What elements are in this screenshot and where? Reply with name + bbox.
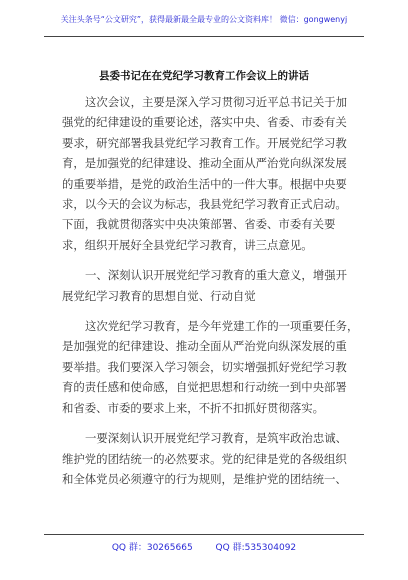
header-promo-text: 关注头条号“公文研究”，获得最新最全最专业的公文资料库！ 微信：gongwenyj	[60, 15, 348, 24]
text-line: 要求，研究部署我县党纪学习教育工作。开展党纪学习教	[62, 135, 347, 150]
text-line: 求，以今天的会议为标志，我县党纪学习教育正式启动。	[62, 197, 347, 212]
document-body	[62, 92, 359, 489]
text-line: 的重要举措，是党的政治生活中的一件大事。根据中央要	[62, 176, 347, 191]
text-line: 一要深刻认识开展党纪学习教育，是筑牢政治忠诚、	[85, 431, 347, 446]
text-line: 育的责任感和使命感，自觉把思想和行动统一到中央部署	[62, 380, 347, 395]
text-line: 这次党纪学习教育，是今年党建工作的一项重要任务，	[85, 319, 359, 334]
text-line: 和全体党员必须遵守的行为规则，是维护党的团结统一、	[62, 471, 347, 486]
text-line: 下面，我就贯彻落实中央决策部署、省委、市委有关要	[62, 217, 336, 232]
footer-qq-group-1: QQ 群：30265665	[111, 543, 193, 553]
footer-contacts	[0, 540, 408, 553]
text-line: 育，是加强党的纪律建设、推动全面从严治党向纵深发展	[62, 156, 347, 171]
paragraph-point-1	[62, 428, 354, 489]
text-line: 一、深刻认识开展党纪学习教育的重大意义，增强开	[85, 268, 347, 283]
text-line: 是加强党的纪律建设、推动全面从严治党向纵深发展的重	[62, 339, 347, 354]
text-line: 维护党的团结统一的必然要求。党的纪律是党的各级组织	[62, 451, 347, 466]
header-divider	[44, 36, 364, 37]
footer-divider	[44, 534, 364, 535]
document-title: 县委书记在在党纪学习教育工作会议上的讲话	[99, 70, 309, 82]
text-line: 求，组织开展好全县党纪学习教育，讲三点意见。	[62, 237, 313, 252]
text-line: 和省委、市委的要求上来，不折不扣抓好贯彻落实。	[62, 400, 324, 415]
text-line: 展党纪学习教育的思想自觉、行动自觉	[62, 288, 256, 303]
text-line: 这次会议，主要是深入学习贯彻习近平总书记关于加	[85, 95, 347, 109]
footer-qq-group-2: QQ 群:535304092	[215, 543, 297, 553]
section-heading-1	[62, 265, 354, 306]
text-line: 强党的纪律建设的重要论述，落实中央、省委、市委有关	[62, 115, 347, 130]
text-line: 要举措。我们要深入学习领会，切实增强抓好党纪学习教	[62, 359, 347, 374]
paragraph-intro	[62, 92, 354, 255]
paragraph-section-1	[62, 316, 359, 418]
